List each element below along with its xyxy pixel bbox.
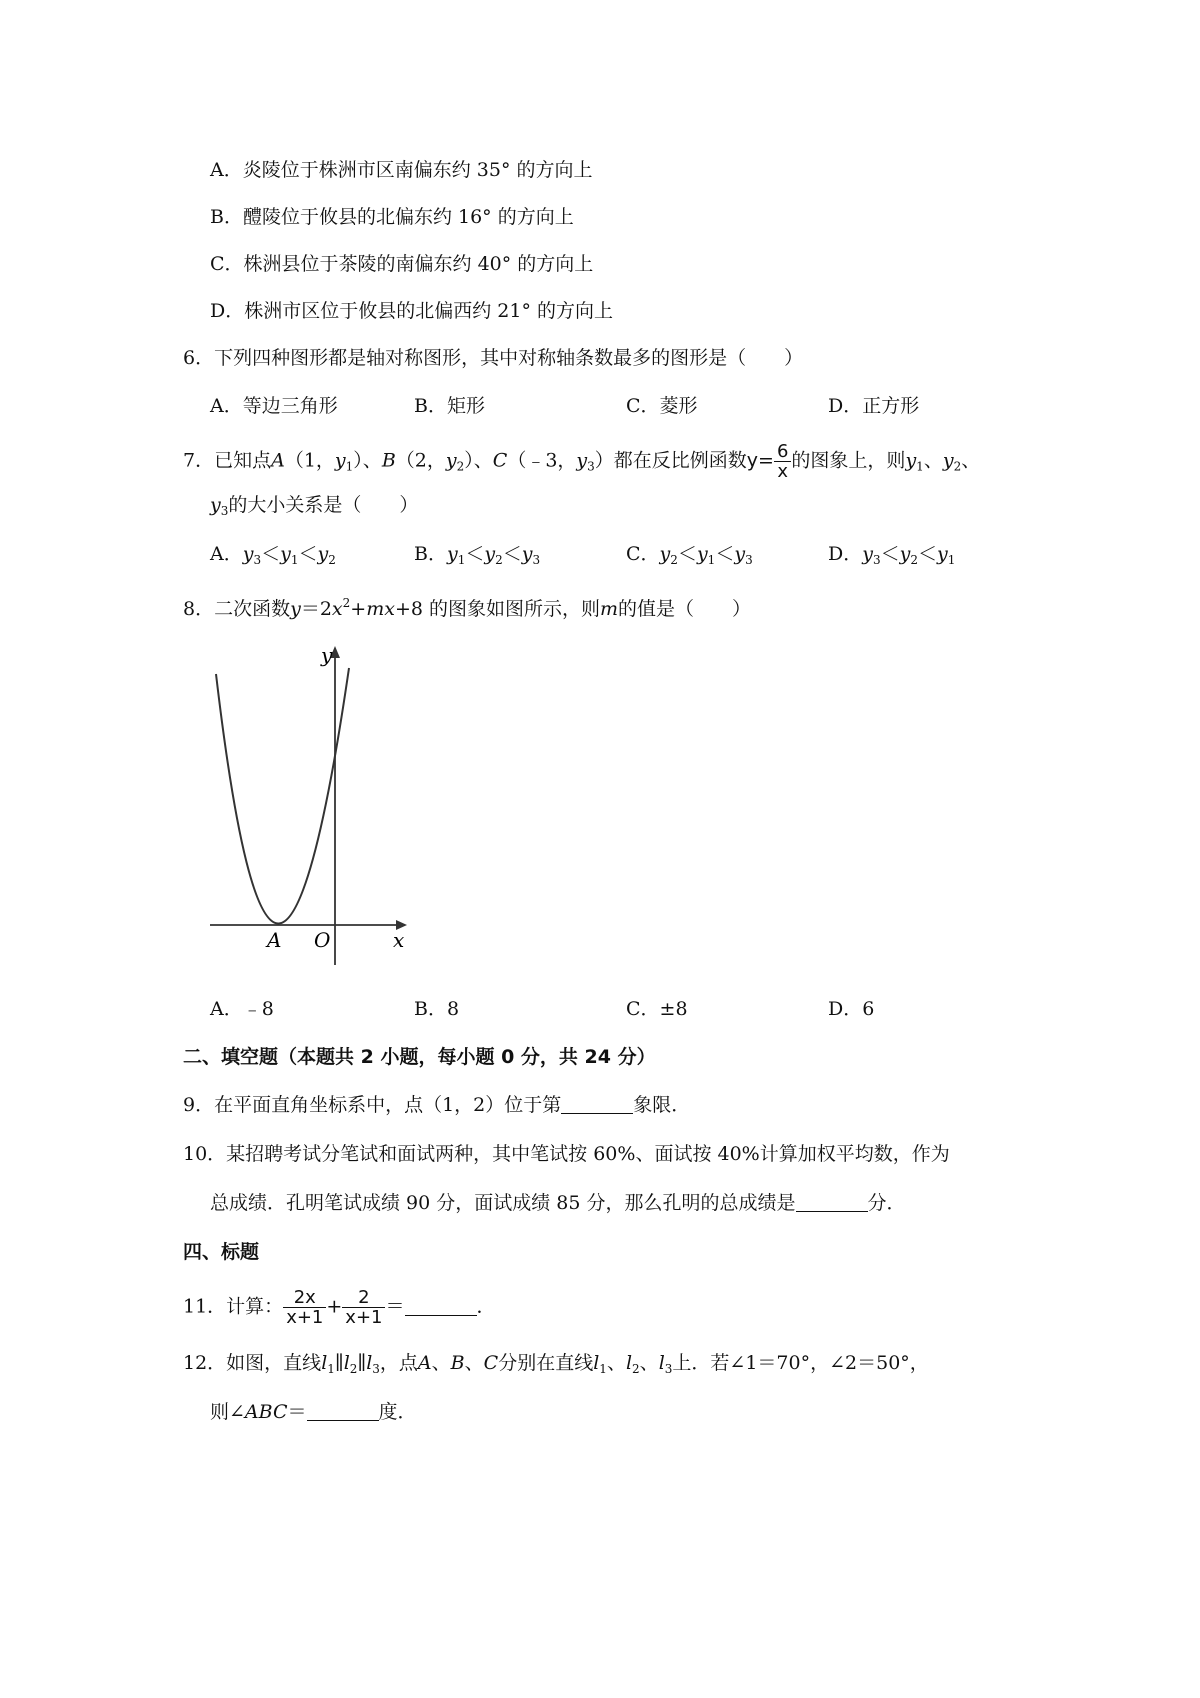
q10-answer-blank[interactable] (796, 1193, 868, 1212)
q12-stem-line2: 则∠ABC＝ 度． (210, 1401, 417, 1423)
q8-option-d: D．6 (828, 998, 875, 1020)
q7-option-d: D．$y_3<y_2<y_1$ (828, 543, 956, 567)
q9-stem: 9．在平面直角坐标系中，点（1，2）位于第 象限． (183, 1094, 691, 1116)
section-4-heading: 四、标题 (183, 1241, 260, 1263)
q8-option-a: A．﹣8 (210, 998, 274, 1020)
q5-option-b: B．醴陵位于攸县的北偏东约 16° 的方向上 (210, 206, 574, 228)
graph-y-label: y (321, 643, 333, 667)
q7-option-c: C．$y_2<y_1<y_3$ (626, 543, 753, 567)
q11-answer-blank[interactable] (405, 1297, 477, 1316)
q6-option-c: C．菱形 (626, 395, 698, 417)
q10-stem-line1: 10．某招聘考试分笔试和面试两种，其中笔试按 60%、面试按 40%计算加权平均数，作为 (183, 1143, 950, 1165)
point-a-label: A (271, 449, 285, 472)
q9-answer-blank[interactable] (561, 1095, 633, 1114)
q12-stem-line1: 12．如图，直线$l_1\parallel l_2\parallel l_3$，点A、B、C分别在直线$l_1$、$l_2$、$l_3$上．若∠1＝70°，∠2＝50°， (183, 1352, 929, 1376)
q10-stem-line2: 总成绩．孔明笔试成绩 90 分，面试成绩 85 分，那么孔明的总成绩是 分． (210, 1192, 906, 1214)
section-2-heading: 二、填空题（本题共 2 小题，每小题 0 分，共 24 分） (183, 1046, 656, 1068)
q6-option-b: B．矩形 (414, 395, 485, 417)
q6-stem: 6．下列四种图形都是轴对称图形，其中对称轴条数最多的图形是（ ） (183, 347, 804, 369)
parabola-graph (200, 640, 420, 970)
q8-option-c: C．±8 (626, 998, 688, 1020)
q7-stem-line1: 7．已知点A（1，$y_1$）、B（2，$y_2$）、C（﹣3，$y_3$）都在反比例函数y= $\frac{6}{x}$ 的图象上，则$y_1$、$y_2$、 (183, 441, 981, 482)
q8-option-b: B．8 (414, 998, 460, 1020)
inverse-function-fraction: $\frac{6}{x}$ (774, 442, 791, 481)
q5-option-c: C．株洲县位于茶陵的南偏东约 40° 的方向上 (210, 253, 594, 275)
q8-stem: 8．二次函数$y=2x^2+mx+8$ 的图象如图所示，则m的值是（ ） (183, 596, 752, 620)
parabola-curve (216, 668, 349, 924)
point-b-label: B (381, 449, 396, 472)
q11-stem: 11．计算： $\frac{2x}{x+1}$ + $\frac{2}{x+1}$ ＝ ． (183, 1287, 496, 1328)
q7-option-a: A．$y_3<y_1<y_2$ (210, 543, 336, 567)
q6-option-d: D．正方形 (828, 395, 920, 417)
q7-stem-line2: $y_3$的大小关系是（ ） (210, 494, 419, 518)
q7-option-b: B．$y_1<y_2<y_3$ (414, 543, 541, 567)
q11-fraction-2: $\frac{2}{x+1}$ (342, 1288, 385, 1327)
q5-option-a: A．炎陵位于株洲市区南偏东约 35° 的方向上 (210, 159, 593, 181)
q11-fraction-1: $\frac{2x}{x+1}$ (283, 1288, 326, 1327)
point-c-label: C (492, 449, 508, 472)
q6-option-a: A．等边三角形 (210, 395, 338, 417)
graph-x-label: x (393, 928, 405, 952)
graph-point-a-label: A (267, 928, 282, 952)
q12-answer-blank[interactable] (307, 1402, 379, 1421)
inverse-function-lhs: y= (746, 449, 774, 472)
graph-origin-label: O (314, 928, 331, 952)
q5-option-d: D．株洲市区位于攸县的北偏西约 21° 的方向上 (210, 300, 613, 322)
